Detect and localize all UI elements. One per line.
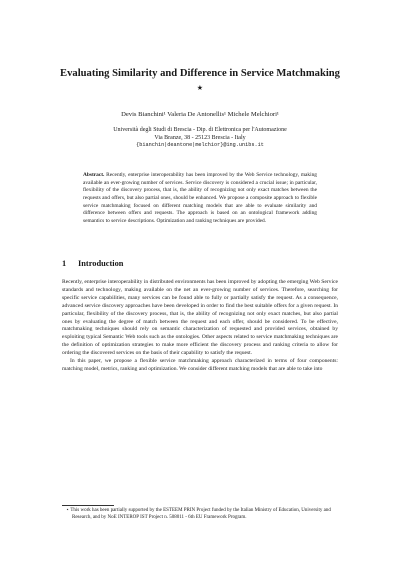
affiliation-block [60,127,340,150]
paper-title: Evaluating Similarity and Difference in Service Matchmaking ⋆ [60,68,340,94]
footnote-rule [62,505,114,506]
section-title: Introduction [78,259,124,268]
affiliation-address: Via Branze, 38 - 25123 Brescia - Italy [154,134,246,141]
footnote [62,508,338,521]
footnote-marker: ⋆ [66,508,70,513]
footnote-text: This work has been partially supported by the ESTEEM PRIN Project funded by the Italian Ministry of Education, University and Research, and by NoE INTEROP IST Project n. 508011 - 6th EU Framework Program. [70,508,331,520]
abstract [83,172,317,226]
abstract-label: Abstract. [83,172,105,178]
section-body [62,279,338,374]
author-email: {bianchin|deantone|melchior}@ing.unibs.it [136,142,264,149]
abstract-text: Recently, enterprise interoperability has been improved by the Web Service technology, making available an ever-growing number of services. Service discovery is considered a crucial issue; in particular, flexibility of the discovery process, that is, the ability of recognizing not only exact matches between the requests and offers, but also partial ones, should be enhanced. We propose a composite approach to flexible service matchmaking focused on different matching models that are able to evaluate similarity and difference between offers and requests. The approach is based on an ontological framework adding semantics to service descriptions. Optimization and ranking techniques are provided. [83,172,317,224]
affiliation-institution: Università degli Studi di Brescia - Dip. di Elettronica per l'Automazione [113,127,287,133]
section-heading [62,259,123,269]
section-number: 1 [62,259,67,268]
author-list: Devis Bianchini¹ Valeria De Antonellis¹ Michele Melchiori¹ [121,111,279,118]
body-paragraph: Recently, enterprise interoperability in distributed environments has been improved by adopting the emerging Web Service standards and technology, making available on the net an ever-growing number of services. Therefore, searching for specific service capabilities, many services can be found able to fully or partially satisfy the request. As a consequence, advanced service discovery approaches have been developed in order to find the best suitable offers for a given request. In particular, flexibility of the discovery process, that is, the ability of recognizing not only exact matches, but also partial ones by evaluating the degree of match between the request and each offer, should be considered. To be effective, matchmaking techniques should rely on semantic characterization of requested and provided services, obtained by exploiting typical Semantic Web tools such as the ontologies. Other aspects related to service matchmaking techniques are the definition of optimization strategies to make more efficient the discovery process and ranking criteria to allow for ordering the discovered services on the basis of their capability to satisfy the request. [62,279,338,357]
body-paragraph: In this paper, we propose a flexible service matchmaking approach characterized in terms of four components: matching model, metrics, ranking and optimization. We consider different matching models that are able to take into [62,358,338,372]
